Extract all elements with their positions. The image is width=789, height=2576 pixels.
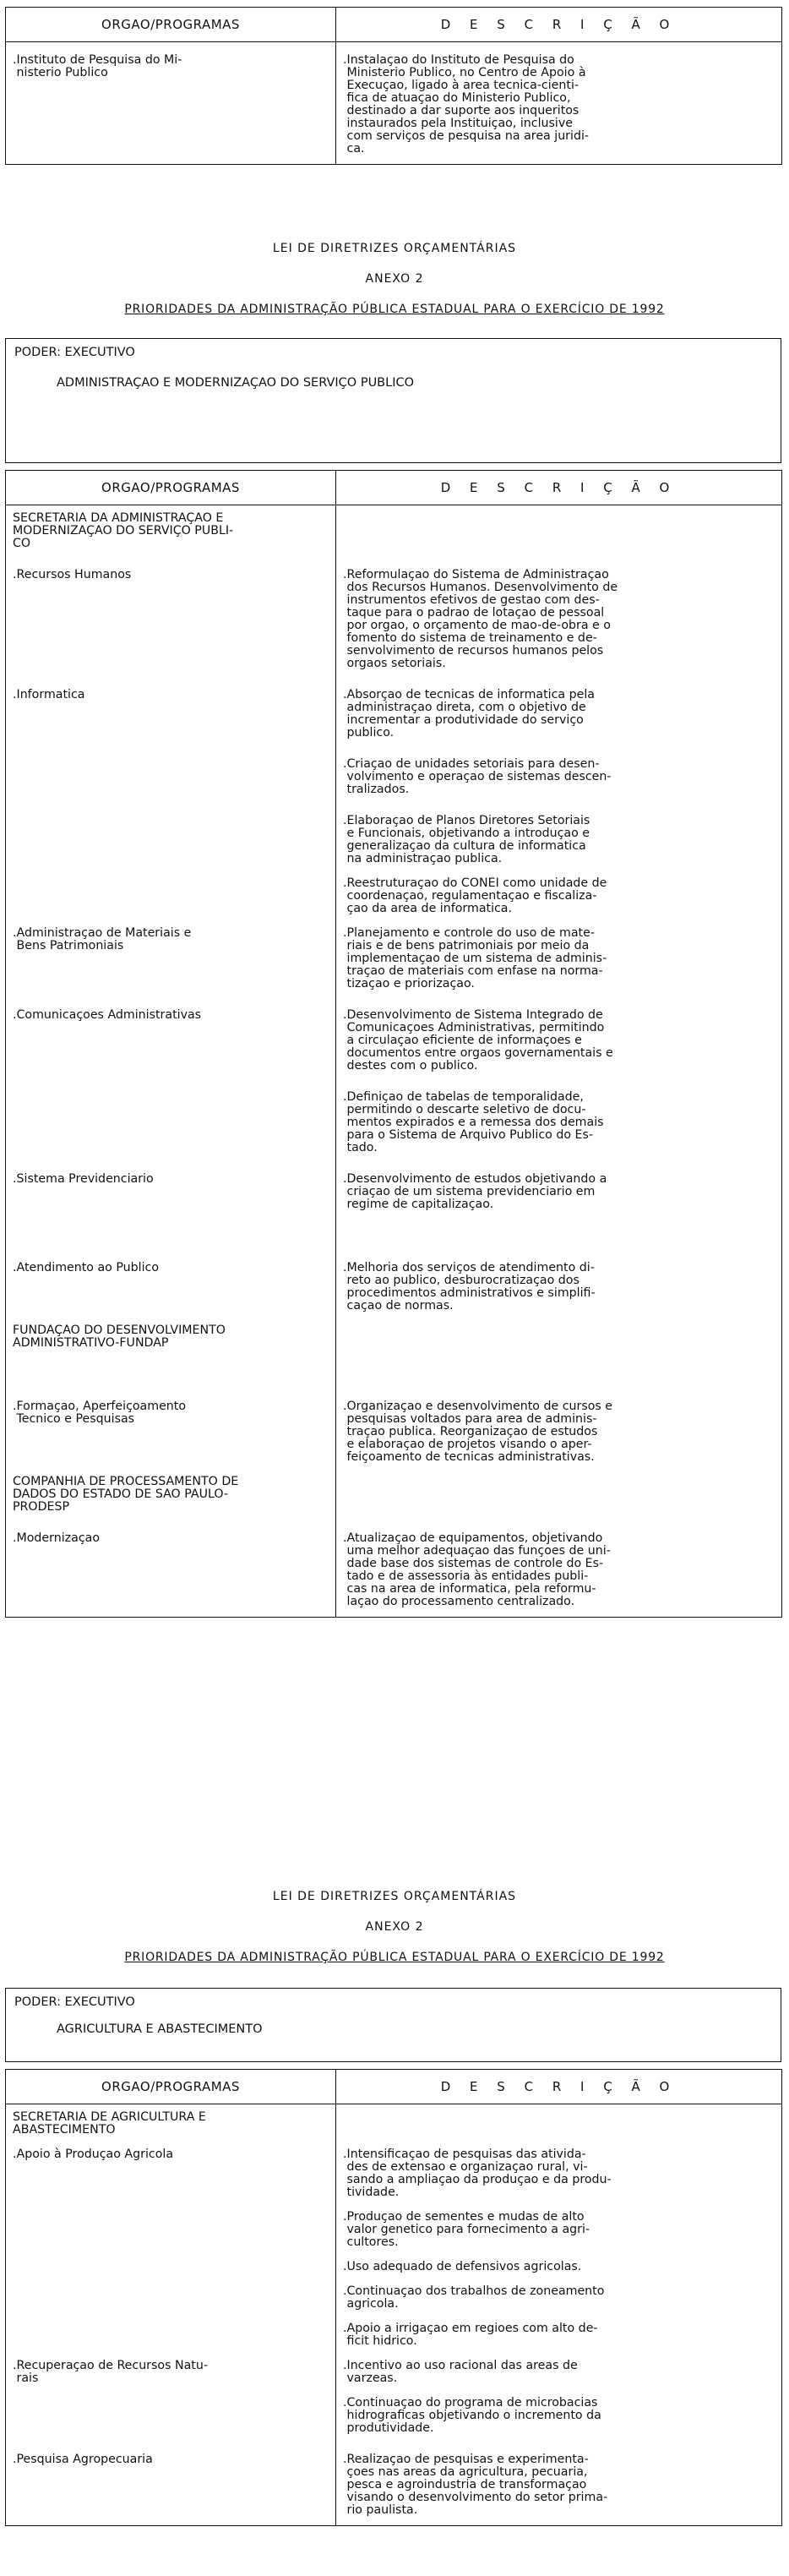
area-label: ADMINISTRAÇAO E MODERNIZAÇAO DO SERVIÇO PUBLICO [57,376,415,390]
program-cell [6,1072,336,1154]
description-cell: .Atualizaçao de equipamentos, objetivando uma melhor adequaçao das funçoes de uni- dade base dos sistemas de controle do Es- tado e de assessoria às entidades publi- cas na area de informatica, pela reformu- laçao do processamento centralizado. [336,1514,782,1618]
description-cell: .Planejamento e controle do uso de mate- riais e de bens patrimoniais por meio da implementaçao de um sistema de adminis- traçao de materiais com enfase na norma- tizaçao e priorizaçao. [336,915,782,991]
program-cell [6,2385,336,2435]
table-row [6,2311,782,2348]
program-cell: .Informatica [6,670,336,740]
table-row [6,865,782,915]
law-title: LEI DE DIRETRIZES ORÇAMENTÁRIAS [272,242,517,255]
table-row [6,740,782,796]
annex-label-2: ANEXO 2 [365,1920,424,1934]
table-row [6,1514,782,1618]
program-cell: SECRETARIA DA ADMINISTRAÇAO E MODERNIZAÇAO DO SERVIÇO PUBLI- CO [6,505,336,551]
description-cell: .Definiçao de tabelas de temporalidade, permitindo o descarte seletivo de docu- mentos expirados e a remessa dos demais para o Sistema de Arquivo Publico do Es- tado. [336,1072,782,1154]
table-row [6,505,782,551]
programs-table-1 [5,7,781,165]
programs-table-2 [5,470,781,1618]
description-cell: .Reestruturaçao do CONEI como unidade de coordenaçao, regulamentaçao e fiscaliza- çao da area de informatica. [336,865,782,915]
description-cell: .Intensificaçao de pesquisas das ativida- des de extensao e organizaçao rural, vi- sando a ampliaçao da produçao e da produ- tividade. [336,2137,782,2199]
annex-label: ANEXO 2 [365,272,424,286]
program-cell: .Comunicaçoes Administrativas [6,991,336,1072]
description-cell [336,505,782,551]
description-cell: .Instalaçao do Instituto de Pesquisa do Ministerio Publico, no Centro de Apoio à Execuçao, ligado à area tecnica-cienti- fica de atuaçao do Ministerio Publico, destinado a dar suporte aos inqueritos instaurados pela Instituiçao, inclusive com serviços de pesquisa na area juridi- ca. [336,42,782,165]
description-cell: .Organizaçao e desenvolvimento de cursos e pesquisas voltados para area de adminis- traçao publica. Reorganizaçao de estudos e elaboraçao de projetos visando o aper- feiçoamento de tecnicas administrativas. [336,1350,782,1464]
description-cell: .Absorçao de tecnicas de informatica pela administraçao direta, com o objetivo de incrementar a produtividade do serviço publico. [336,670,782,740]
priorities-title: PRIORIDADES DA ADMINISTRAÇÃO PÚBLICA ESTADUAL PARA O EXERCÍCIO DE 1992 [124,303,665,316]
table-row [6,915,782,991]
description-cell [336,1464,782,1514]
description-cell: .Continuaçao dos trabalhos de zoneamento agricola. [336,2273,782,2311]
table-row [6,2273,782,2311]
power-box [5,338,781,463]
program-cell [6,2273,336,2311]
description-cell: .Uso adequado de defensivos agricolas. [336,2249,782,2273]
area-label-2: AGRICULTURA E ABASTECIMENTO [57,2022,263,2036]
column-header-programs: ORGAO/PROGRAMAS [6,8,336,42]
program-cell: .Pesquisa Agropecuaria [6,2435,336,2526]
column-header-description: D E S C R I Ç Ã O [336,471,782,505]
description-cell: .Realizaçao de pesquisas e experimenta- çoes nas areas da agricultura, pecuaria, pesca e agroindustria de transformaçao visando o desenvolvimento do setor prima- rio paulista. [336,2435,782,2526]
description-cell [336,2104,782,2137]
table-row [6,2249,782,2273]
program-cell: .Sistema Previdenciario [6,1154,336,1211]
description-cell [336,1313,782,1350]
program-cell: .Formaçao, Aperfeiçoamento Tecnico e Pesquisas [6,1350,336,1464]
table-row [6,2435,782,2526]
law-title-2: LEI DE DIRETRIZES ORÇAMENTÁRIAS [272,1890,517,1903]
program-cell: .Instituto de Pesquisa do Mi- nisterio Publico [6,42,336,165]
description-cell: .Reformulaçao do Sistema de Administraçao dos Recursos Humanos. Desenvolvimento de instrumentos efetivos de gestao com des- taque para o padrao de lotaçao de pessoal por orgao, o orçamento de mao-de-obra e o fomento do sistema de treinamento e de- senvolvimento de recursos humanos pelos orgaos setoriais. [336,550,782,670]
description-cell: .Desenvolvimento de estudos objetivando a criaçao de um sistema previdenciario em regime de capitalizaçao. [336,1154,782,1211]
priorities-title-2: PRIORIDADES DA ADMINISTRAÇÃO PÚBLICA ESTADUAL PARA O EXERCÍCIO DE 1992 [124,1951,665,1964]
description-cell: .Continuaçao do programa de microbacias hidrograficas objetivando o incremento da produtividade. [336,2385,782,2435]
column-header-programs: ORGAO/PROGRAMAS [6,471,336,505]
table-row [6,670,782,740]
table-row [6,550,782,670]
program-cell: .Recuperaçao de Recursos Natu- rais [6,2348,336,2385]
program-cell: SECRETARIA DE AGRICULTURA E ABASTECIMENTO [6,2104,336,2137]
description-cell: .Incentivo ao uso racional das areas de varzeas. [336,2348,782,2385]
column-header-description: D E S C R I Ç Ã O [336,2070,782,2104]
program-cell [6,2199,336,2249]
table-row [6,1350,782,1464]
table-row [6,1072,782,1154]
description-cell: .Criaçao de unidades setoriais para desen- volvimento e operaçao de sistemas descen- tralizados. [336,740,782,796]
column-header-programs: ORGAO/PROGRAMAS [6,2070,336,2104]
program-cell: .Modernizaçao [6,1514,336,1618]
table-row [6,2348,782,2385]
programs-table-3 [5,2069,781,2526]
table-row [6,2104,782,2137]
table-row [6,1154,782,1211]
program-cell [6,865,336,915]
program-cell [6,740,336,796]
description-cell: .Apoio a irrigaçao em regioes com alto de- ficit hidrico. [336,2311,782,2348]
program-cell: .Recursos Humanos [6,550,336,670]
program-cell: .Atendimento ao Publico [6,1211,336,1313]
description-cell: .Desenvolvimento de Sistema Integrado de Comunicaçoes Administrativas, permitindo a circulaçao eficiente de informaçoes e documentos entre orgaos governamentais e destes com o publico. [336,991,782,1072]
table-row [6,1211,782,1313]
description-cell: .Produçao de sementes e mudas de alto valor genetico para fornecimento a agri- cultores. [336,2199,782,2249]
power-box-2 [5,1988,781,2062]
table-row [6,42,782,165]
table-row [6,2385,782,2435]
column-header-description: D E S C R I Ç Ã O [336,8,782,42]
program-cell: COMPANHIA DE PROCESSAMENTO DE DADOS DO ESTADO DE SAO PAULO- PRODESP [6,1464,336,1514]
table-row [6,2137,782,2199]
program-cell: .Apoio à Produçao Agricola [6,2137,336,2199]
description-cell: .Elaboraçao de Planos Diretores Setoriais e Funcionais, objetivando a introduçao e generalizaçao da cultura de informatica na administraçao publica. [336,796,782,865]
program-cell [6,2311,336,2348]
program-cell [6,2249,336,2273]
table-row [6,796,782,865]
table-row [6,2199,782,2249]
table-row [6,1464,782,1514]
power-label-2: PODER: EXECUTIVO [14,1995,135,2009]
table-row [6,1313,782,1350]
power-label: PODER: EXECUTIVO [14,346,135,359]
table-row [6,991,782,1072]
program-cell [6,796,336,865]
program-cell: FUNDAÇAO DO DESENVOLVIMENTO ADMINISTRATIVO-FUNDAP [6,1313,336,1350]
program-cell: .Administraçao de Materiais e Bens Patrimoniais [6,915,336,991]
description-cell: .Melhoria dos serviços de atendimento di- reto ao publico, desburocratizaçao dos procedimentos administrativos e simplifi- caçao de normas. [336,1211,782,1313]
